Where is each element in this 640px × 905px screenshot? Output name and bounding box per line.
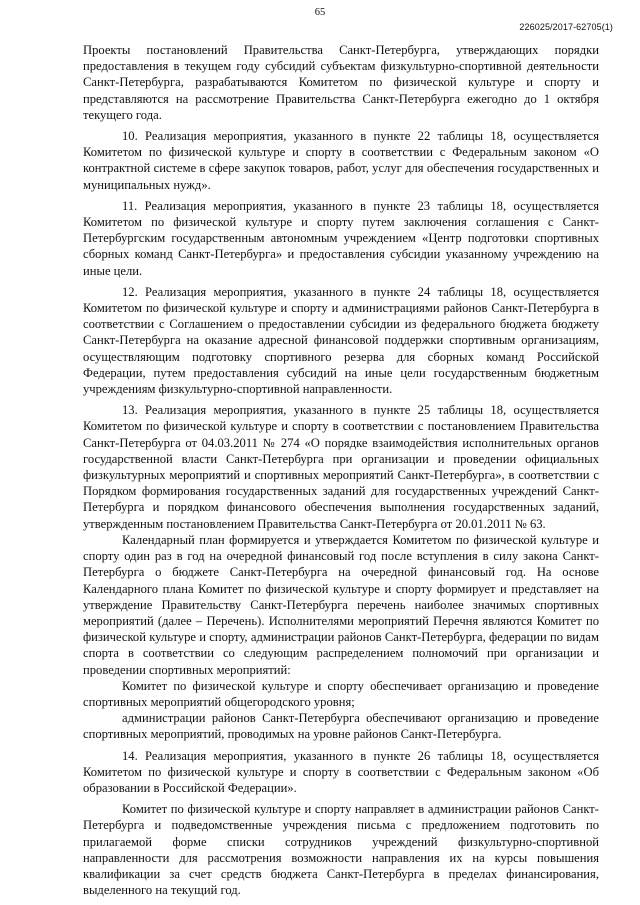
- document-id: 226025/2017-62705(1): [519, 22, 613, 32]
- paragraph-training-letters: Комитет по физической культуре и спорту направляет в администрации районов Санкт-Петербурга и подведомственные учреждения письма с предложением подготовить по прилагаемой форме списки сотрудников учреждений физкультурно-спортивной направленности для рассмотрения возможности направления их на курсы повышения квалификации за счет средств бюджета Санкт-Петербурга в пределах финансирования, выделенного на текущий год.: [83, 802, 599, 898]
- paragraph-item-14: 14. Реализация мероприятия, указанного в пункте 26 таблицы 18, осуществляется Комитетом по физической культуре и спорту в соответствии с Федеральным законом «Об образовании в Российской Федерации».: [83, 748, 599, 795]
- paragraph-item-12: 12. Реализация мероприятия, указанного в пункте 24 таблицы 18, осуществляется Комитетом по физической культуре и спорту и администрациями районов Санкт-Петербурга в соответствии с Соглашением о предоставлении субсидии из федерального бюджета бюджету Санкт-Петербурга на оказание адресной финансовой поддержки спортивным организациям, осуществляющим подготовку спортивного резерва для сборных команд Российской Федерации, путем предоставления субсидий на иные цели государственным бюджетным учреждениям физкультурно-спортивной направленности.: [83, 284, 599, 397]
- paragraph-subsidy-drafts: Проекты постановлений Правительства Санкт-Петербурга, утверждающих порядки предоставления в текущем году субсидий субъектам физкультурно-спортивной деятельности Санкт-Петербурга, разрабатываются Комитетом по физической культуре и спорту и представляются на рассмотрение Правительства Санкт-Петербурга ежегодно до 1 октября текущего года.: [83, 43, 599, 122]
- paragraph-calendar-plan: Календарный план формируется и утверждается Комитетом по физической культуре и спорту один раз в год на очередной финансовый год после вступления в силу закона Санкт-Петербурга о бюджете Санкт-Петербурга на очередной финансовый год. На основе Календарного плана Комитет по физической культуре и спорту формирует и представляет на утверждение Правительству Санкт-Петербурга перечень наиболее значимых спортивных мероприятий (далее – Перечень). Исполнителями мероприятий Перечня являются Комитет по физической культуре и спорту, администрации районов Санкт-Петербурга, федерации по видам спорта в соответствии со следующим распределением полномочий при организации и проведении спортивных мероприятий:: [83, 532, 599, 677]
- paragraph-committee-role: Комитет по физической культуре и спорту обеспечивает организацию и проведение спортивных мероприятий общегородского уровня;: [83, 678, 599, 709]
- document-body: [83, 42, 599, 898]
- page-number: 65: [314, 7, 326, 18]
- paragraph-district-role: администрации районов Санкт-Петербурга обеспечивают организацию и проведение спортивных мероприятий, проводимых на уровне районов Санкт-Петербурга.: [83, 711, 599, 742]
- paragraph-item-13: 13. Реализация мероприятия, указанного в пункте 25 таблицы 18, осуществляется Комитетом по физической культуре и спорту в соответствии с постановлением Правительства Санкт-Петербурга от 04.03.2011 № 274 «О порядке взаимодействия исполнительных органов государственной власти Санкт-Петербурга при организации и проведении официальных физкультурных мероприятий и спортивных мероприятий Санкт-Петербурга», в соответствии с Порядком формирования государственных заданий для государственных учреждений Санкт-Петербурга и порядком финансового обеспечения выполнения государственных заданий, утвержденным постановлением Правительства Санкт-Петербурга от 20.01.2011 № 63.: [83, 403, 599, 531]
- paragraph-item-11: 11. Реализация мероприятия, указанного в пункте 23 таблицы 18, осуществляется Комитетом по физической культуре и спорту путем заключения соглашения с Санкт-Петербургским государственным автономным учреждением «Центр подготовки спортивных сборных команд Санкт-Петербурга» и предоставления субсидии указанному учреждению на иные цели.: [83, 198, 599, 278]
- paragraph-item-10: 10. Реализация мероприятия, указанного в пункте 22 таблицы 18, осуществляется Комитетом по физической культуре и спорту в соответствии с Федеральным законом «О контрактной системе в сфере закупок товаров, работ, услуг для обеспечения государственных и муниципальных нужд».: [83, 129, 599, 192]
